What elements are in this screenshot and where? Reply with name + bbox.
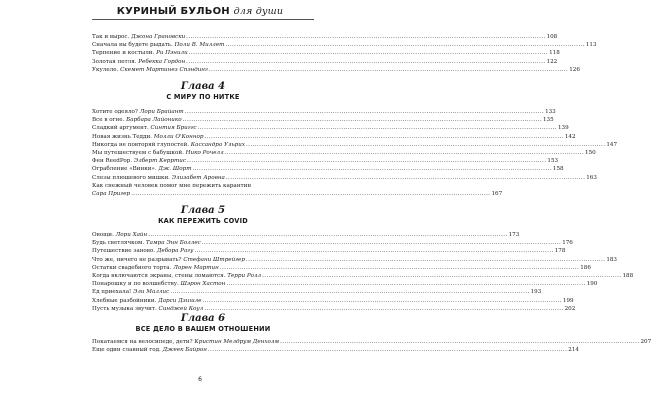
entry-title: Еще один славный год. bbox=[92, 347, 161, 354]
toc-entry bbox=[92, 231, 520, 239]
entry-title: Будь светлячком. bbox=[92, 240, 145, 247]
toc-entry bbox=[92, 280, 598, 288]
entry-author: Элберт Керртис bbox=[133, 158, 186, 165]
toc-entry bbox=[92, 239, 573, 247]
entry-author: Лорен Мартин bbox=[173, 264, 219, 271]
entry-page: 188 bbox=[622, 273, 634, 280]
entry-author: Синтия Бриггс bbox=[150, 125, 197, 132]
entry-text bbox=[92, 272, 261, 280]
toc-entry bbox=[92, 272, 634, 280]
entry-author: Дебора Рагу bbox=[156, 248, 194, 255]
toc-group-chapter-6 bbox=[92, 338, 651, 354]
entry-page: 158 bbox=[552, 166, 564, 173]
toc-entry bbox=[92, 149, 596, 157]
dot-leader bbox=[193, 165, 552, 173]
toc-entry bbox=[92, 190, 503, 198]
toc-group-previous bbox=[92, 33, 597, 74]
dot-leader bbox=[203, 297, 562, 305]
dot-leader bbox=[183, 116, 542, 124]
chapter-4-heading bbox=[92, 81, 314, 101]
toc-entry bbox=[92, 66, 580, 74]
entry-author: Кристин Мелдрум Денхолм bbox=[194, 339, 280, 345]
dot-leader bbox=[185, 108, 544, 116]
entry-text bbox=[92, 66, 208, 74]
toc-group-chapter-5 bbox=[92, 231, 634, 313]
toc-entry bbox=[92, 288, 542, 296]
entry-author: Ребекка Гордон bbox=[138, 58, 186, 65]
toc-entry bbox=[92, 124, 569, 132]
entry-author: Поли В. Миллет bbox=[174, 42, 225, 49]
dot-leader bbox=[202, 239, 561, 247]
toc-entry bbox=[92, 247, 566, 255]
running-head bbox=[0, 6, 400, 17]
entry-text bbox=[92, 174, 225, 182]
chapter-label: Глава 4 bbox=[180, 81, 226, 92]
dot-leader bbox=[209, 66, 568, 74]
entry-author: Шэрон Хастон bbox=[180, 281, 226, 288]
entry-text bbox=[92, 182, 251, 190]
toc-entry bbox=[92, 165, 564, 173]
entry-text bbox=[92, 58, 185, 66]
dot-leader bbox=[246, 256, 605, 264]
dot-leader bbox=[208, 346, 567, 354]
dot-leader bbox=[131, 190, 490, 198]
entry-title: Покатаемся на велосипеде, дети? bbox=[92, 339, 193, 345]
book-subtitle: для души bbox=[233, 6, 284, 17]
entry-page: 190 bbox=[586, 281, 598, 288]
entry-text bbox=[92, 149, 224, 157]
entry-author: Эли Маллис bbox=[133, 289, 170, 296]
entry-title: Хлебные разбойники. bbox=[92, 297, 157, 304]
entry-title: Золотая петля. bbox=[92, 58, 137, 65]
entry-page: 153 bbox=[547, 158, 559, 165]
entry-title: Ед приехала! bbox=[92, 289, 132, 296]
entry-page: 183 bbox=[606, 256, 617, 263]
entry-title: Укулеле. bbox=[92, 66, 119, 73]
entry-page: 178 bbox=[554, 248, 566, 255]
dot-leader bbox=[220, 264, 579, 272]
toc-entry bbox=[92, 182, 314, 190]
toc-entry bbox=[92, 305, 576, 313]
entry-text bbox=[92, 49, 188, 57]
entry-title: Сначала вы будете рыдать. bbox=[92, 42, 173, 49]
entry-page: 176 bbox=[562, 240, 573, 247]
chapter-label: Глава 6 bbox=[180, 313, 226, 324]
dot-leader bbox=[280, 338, 639, 346]
entry-title: Ограбление «Винки». bbox=[92, 166, 157, 173]
dot-leader bbox=[262, 272, 621, 280]
page-number: 6 bbox=[198, 376, 202, 383]
entry-text bbox=[92, 231, 147, 239]
entry-page: 147 bbox=[606, 141, 618, 148]
dot-leader bbox=[198, 124, 557, 132]
chapter-5-heading bbox=[92, 205, 314, 225]
toc-entry bbox=[92, 133, 576, 141]
entry-author: Кассандра Ульрих bbox=[190, 141, 245, 148]
toc-entry bbox=[92, 157, 559, 165]
entry-author: Стефани Штрейгер bbox=[183, 256, 245, 263]
dot-leader bbox=[186, 33, 545, 41]
entry-title: Слезы плюшевого мишки. bbox=[92, 174, 170, 181]
chapter-title: С МИРУ ПО НИТКЕ bbox=[166, 93, 240, 101]
entry-text bbox=[92, 141, 245, 149]
book-title: КУРИНЫЙ БУЛЬОН bbox=[116, 6, 230, 17]
entry-author: Лори Брайант bbox=[139, 109, 184, 115]
entry-author: Ри Пэнили bbox=[156, 50, 188, 57]
entry-title: Мы путешествуем с бабушкой. bbox=[92, 150, 184, 157]
entry-author: Дарси Дзишле bbox=[158, 297, 202, 304]
chapter-label: Глава 5 bbox=[180, 205, 226, 216]
entry-author: Тамра Энн Боллес bbox=[145, 240, 201, 247]
entry-text bbox=[92, 133, 203, 141]
entry-page: 108 bbox=[546, 34, 558, 40]
entry-page: 122 bbox=[546, 58, 558, 65]
entry-page: 139 bbox=[557, 125, 569, 132]
dot-leader bbox=[186, 58, 545, 66]
entry-text bbox=[92, 346, 207, 354]
toc-entry bbox=[92, 297, 574, 305]
entry-author: Джона Грановски bbox=[131, 34, 186, 40]
entry-title: Понарошку и по волшебству. bbox=[92, 281, 179, 288]
entry-page: 163 bbox=[586, 174, 597, 181]
entry-page: 113 bbox=[585, 42, 597, 49]
entry-author: Джеек Байрон bbox=[162, 347, 207, 354]
entry-text bbox=[92, 256, 245, 264]
entry-page: 135 bbox=[543, 117, 554, 124]
toc-entry bbox=[92, 116, 554, 124]
toc-entry bbox=[92, 108, 556, 116]
entry-author: Элизабет Аровна bbox=[171, 174, 225, 181]
entry-page: 214 bbox=[568, 347, 579, 354]
entry-title: Так и вырос. bbox=[92, 34, 130, 40]
entry-page: 150 bbox=[585, 150, 596, 157]
toc-entry bbox=[92, 33, 558, 41]
entry-page: 142 bbox=[564, 133, 576, 140]
entry-text bbox=[92, 108, 184, 116]
entry-page: 207 bbox=[640, 339, 651, 345]
toc-entry bbox=[92, 338, 651, 346]
entry-text bbox=[92, 247, 193, 255]
entry-title: Все в огне. bbox=[92, 117, 125, 124]
entry-page: 199 bbox=[562, 297, 574, 304]
dot-leader bbox=[204, 133, 563, 141]
toc-entry bbox=[92, 256, 617, 264]
entry-page: 118 bbox=[549, 50, 560, 57]
dot-leader bbox=[204, 305, 563, 313]
toc-group-chapter-4 bbox=[92, 108, 618, 198]
entry-page: 126 bbox=[569, 66, 580, 73]
chapter-title: КАК ПЕРЕЖИТЬ COVID bbox=[158, 217, 248, 225]
entry-author: Дж. Шорт bbox=[158, 166, 192, 173]
entry-title: Терпение и костыли. bbox=[92, 50, 155, 57]
entry-title: Путешествие заново. bbox=[92, 248, 156, 255]
dot-leader bbox=[189, 49, 548, 57]
entry-page: 167 bbox=[491, 191, 503, 198]
entry-author: Скемет Мартинез Спэндинг bbox=[120, 66, 208, 73]
dot-leader bbox=[187, 157, 546, 165]
toc-entry bbox=[92, 346, 579, 354]
toc-entry bbox=[92, 58, 558, 66]
entry-title: Хотите одеяло? bbox=[92, 109, 138, 115]
dot-leader bbox=[246, 141, 605, 149]
entry-author: Молли О'Коннор bbox=[153, 133, 204, 140]
entry-text bbox=[92, 165, 192, 173]
entry-author: Нико Рочелл bbox=[185, 150, 224, 157]
toc-entry bbox=[92, 41, 597, 49]
entry-title: Сладкий аргумент. bbox=[92, 125, 149, 132]
entry-page: 173 bbox=[508, 232, 520, 238]
entry-text bbox=[92, 239, 201, 247]
entry-text bbox=[92, 264, 219, 272]
entry-text bbox=[92, 280, 225, 288]
entry-text bbox=[92, 33, 185, 41]
entry-page: 133 bbox=[545, 109, 556, 115]
dot-leader bbox=[225, 41, 584, 49]
entry-title: Никогда не повторяй глупостей. bbox=[92, 141, 190, 148]
entry-title: Что же, ничего не разрывать? bbox=[92, 256, 182, 263]
entry-text bbox=[92, 338, 279, 346]
entry-author: Синджей Коул bbox=[158, 305, 204, 312]
dot-leader bbox=[226, 174, 585, 182]
entry-text bbox=[92, 41, 224, 49]
dot-leader bbox=[226, 280, 585, 288]
toc-entry bbox=[92, 264, 591, 272]
entry-title: Овощи. bbox=[92, 232, 114, 238]
entry-author: Сара Пригер bbox=[92, 191, 131, 198]
dot-leader bbox=[148, 231, 507, 239]
entry-title: Пусть музыка звучит. bbox=[92, 305, 157, 312]
entry-author: Барбара Лайонико bbox=[126, 117, 182, 124]
dot-leader bbox=[170, 288, 529, 296]
entry-text bbox=[92, 305, 203, 313]
entry-page: 186 bbox=[580, 264, 591, 271]
toc-entry bbox=[92, 174, 597, 182]
entry-text bbox=[92, 288, 169, 296]
entry-text bbox=[92, 190, 130, 198]
entry-text bbox=[92, 297, 202, 305]
entry-text bbox=[92, 124, 197, 132]
entry-title: Остатки свадебного торта. bbox=[92, 264, 172, 271]
header-rule bbox=[92, 19, 314, 20]
chapter-title: ВСЕ ДЕЛО В ВАШЕМ ОТНОШЕНИИ bbox=[135, 325, 271, 333]
dot-leader bbox=[225, 149, 584, 157]
toc-entry bbox=[92, 141, 618, 149]
entry-title: Фен ReedPop. bbox=[92, 158, 133, 165]
dot-leader bbox=[194, 247, 553, 255]
chapter-6-heading bbox=[92, 313, 314, 333]
entry-page: 193 bbox=[530, 289, 542, 296]
entry-author: Лори Хайн bbox=[115, 232, 148, 238]
entry-author: Терри Ролл bbox=[227, 273, 262, 280]
entry-title: Когда включаются экраны, стены ломаются. bbox=[92, 273, 226, 280]
entry-page: 202 bbox=[564, 305, 576, 312]
entry-title: Новая жизнь Тедди. bbox=[92, 133, 152, 140]
toc-entry bbox=[92, 49, 560, 57]
entry-title: Как снежный человек помог мне пережить карантин bbox=[92, 182, 252, 189]
entry-text bbox=[92, 116, 182, 124]
entry-text bbox=[92, 157, 186, 165]
